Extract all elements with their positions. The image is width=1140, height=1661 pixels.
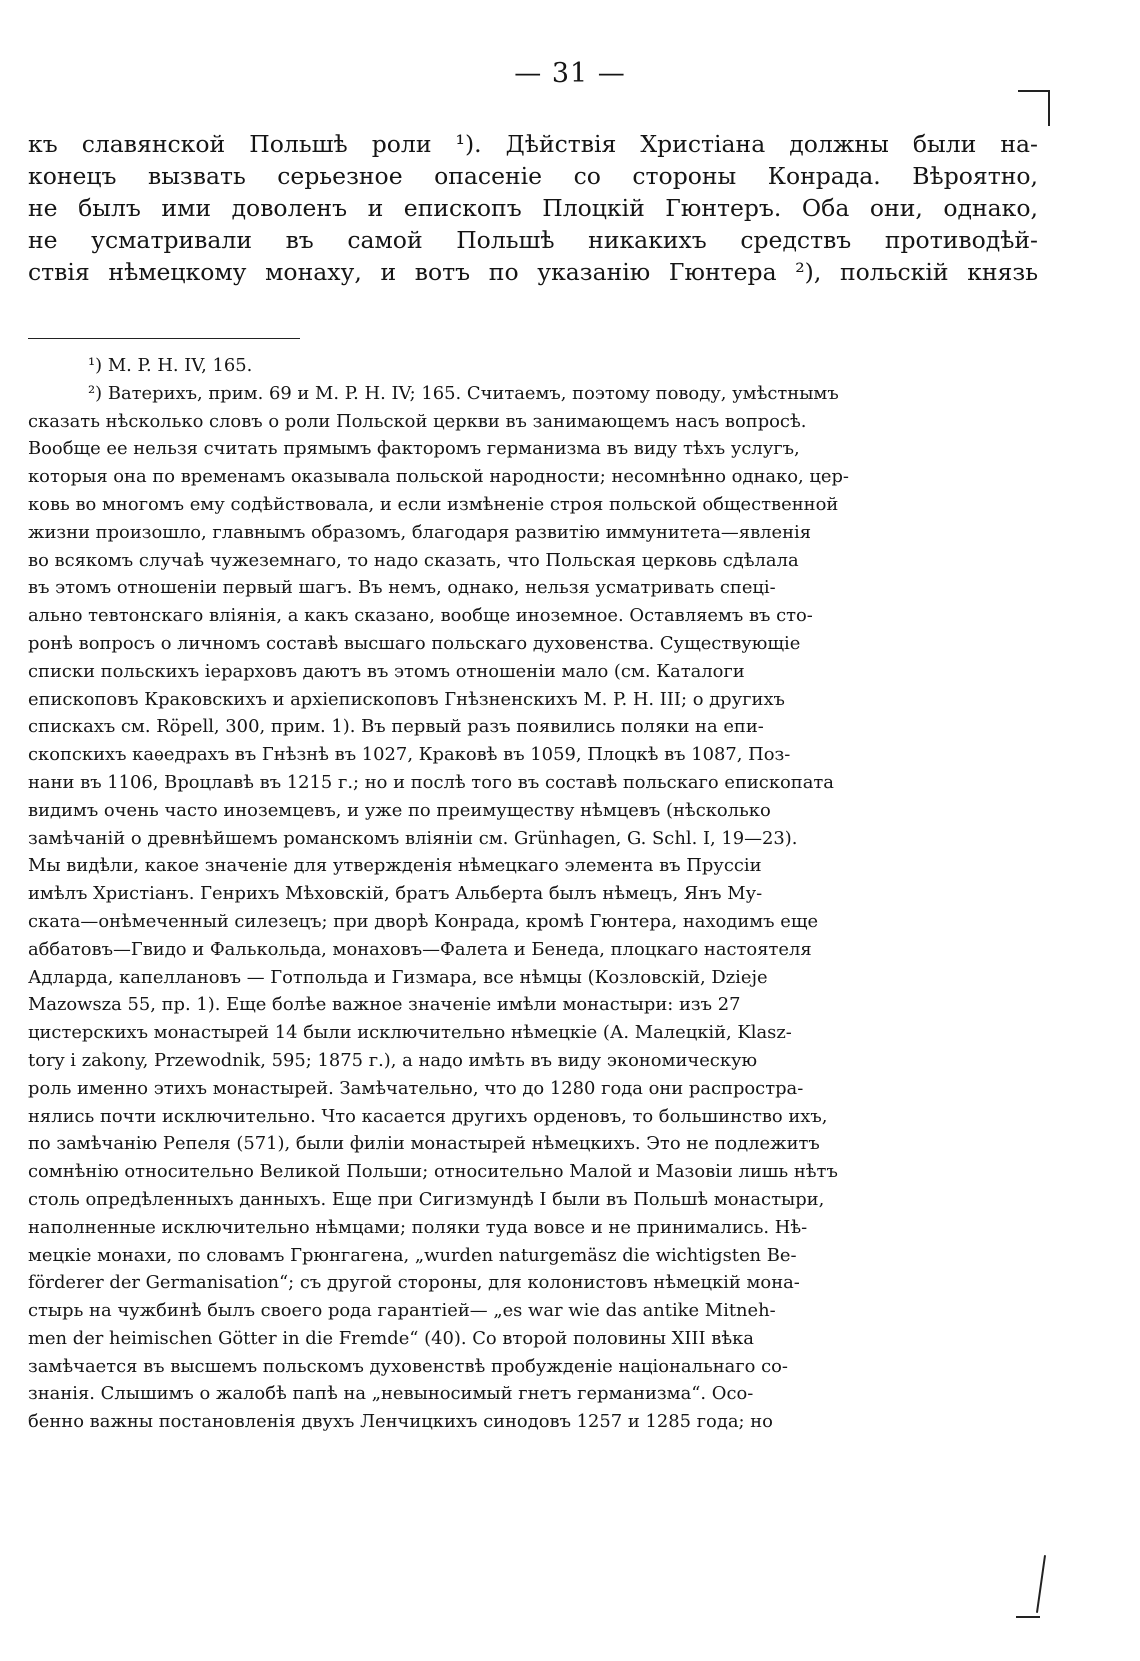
- footnote-2-line: во всякомъ случаѣ чужеземнаго, то надо сказать, что Польская церковь сдѣлала: [28, 549, 799, 571]
- footnote-2-line: въ этомъ отношеніи первый шагъ. Въ немъ, однако, нельзя усматривать спеці-: [28, 577, 776, 599]
- footnote-2-line: епископовъ Краковскихъ и архіепископовъ Гнѣзненскихъ М. P. H. III; о другихъ: [28, 688, 785, 710]
- footnote-2-line: столь опредѣленныхъ данныхъ. Еще при Сигизмундѣ I были въ Польшѣ монастыри,: [28, 1188, 825, 1210]
- main-text-line: не былъ ими доволенъ и епископъ Плоцкій Гюнтеръ. Оба они, однако,: [28, 194, 1038, 222]
- footnote-2-line: имѣлъ Христіанъ. Генрихъ Мѣховскій, братъ Альберта былъ нѣмецъ, Янъ Му-: [28, 883, 763, 905]
- main-text-line: ствія нѣмецкому монаху, и вотъ по указанію Гюнтера ²), польскій князь: [28, 258, 1038, 286]
- footnote-2-line: men der heimischen Götter in die Fremde“ (40). Со второй половины XIII вѣка: [28, 1327, 754, 1349]
- footnote-2-line: замѣчается въ высшемъ польскомъ духовенствѣ пробужденіе національнаго со-: [28, 1355, 788, 1377]
- footnote-2-line: Вообще ее нельзя считать прямымъ факторомъ германизма въ виду тѣхъ услугъ,: [28, 438, 800, 460]
- main-text: [28, 128, 1038, 288]
- footnote-2-line: замѣчаній о древнѣйшемъ романскомъ вліяніи см. Grünhagen, G. Schl. I, 19—23).: [28, 827, 798, 849]
- footnote-2-line: нани въ 1106, Вроцлавѣ въ 1215 г.; но и послѣ того въ составѣ польскаго епископата: [28, 771, 834, 793]
- footnote-2-line: ронѣ вопросъ о личномъ составѣ высшаго польскаго духовенства. Существующіе: [28, 632, 801, 654]
- corner-crop-mark: [1018, 90, 1050, 126]
- footnote-2-line: [28, 1436, 1038, 1464]
- footnote-2-line: видимъ очень часто иноземцевъ, и уже по преимуществу нѣмцевъ (нѣсколько: [28, 799, 771, 821]
- footnote-2-line: знанія. Слышимъ о жалобѣ папѣ на „невыносимый гнетъ германизма“. Осо-: [28, 1383, 754, 1405]
- footnote-2-line: списки польскихъ іерарховъ даютъ въ этомъ отношеніи мало (см. Каталоги: [28, 660, 745, 682]
- main-text-line: къ славянской Польшѣ роли ¹). Дѣйствія Христіана должны были на-: [28, 130, 1038, 158]
- main-text-line: не усматривали въ самой Польшѣ никакихъ средствъ противодѣй-: [28, 226, 1038, 254]
- footnote-2-line: наполненные исключительно нѣмцами; поляки туда вовсе и не принимались. Нѣ-: [28, 1216, 808, 1238]
- footnote-2-line: Мы видѣли, какое значеніе для утвержденія нѣмецкаго элемента въ Пруссіи: [28, 855, 762, 877]
- corner-crop-mark-bottom-base: [1016, 1610, 1040, 1618]
- footnote-2-line: цистерскихъ монастырей 14 были исключительно нѣмецкіе (А. Малецкій, Klasz-: [28, 1022, 792, 1044]
- footnote-2-line: скопскихъ каѳедрахъ въ Гнѣзнѣ въ 1027, Краковѣ въ 1059, Плоцкѣ въ 1087, Поз-: [28, 744, 791, 766]
- main-text-line: конецъ вызвать серьезное опасеніе со стороны Конрада. Вѣроятно,: [28, 162, 1038, 190]
- footnote-2-line: ската—онѣмеченный силезецъ; при дворѣ Конрада, кромѣ Гюнтера, находимъ еще: [28, 910, 819, 932]
- footnote-2-line: жизни произошло, главнымъ образомъ, благодаря развитію иммунитета—явленія: [28, 521, 812, 543]
- footnote-2-line: ковь во многомъ ему содѣйствовала, и если измѣненіе строя польской общественной: [28, 493, 839, 515]
- page-number: — 31 —: [514, 58, 626, 89]
- footnote-divider: [28, 338, 300, 339]
- corner-crop-mark-bottom: [1036, 1555, 1046, 1613]
- footnote-2-line: нялись почти исключительно. Что касается другихъ орденовъ, то большинство ихъ,: [28, 1105, 828, 1127]
- footnote-2-line: аббатовъ—Гвидо и Фалькольда, монаховъ—Фалета и Бенеда, плоцкаго настоятеля: [28, 938, 812, 960]
- footnotes: [28, 352, 1038, 1464]
- footnote-2-line: förderer der Germanisation“; съ другой стороны, для колонистовъ нѣмецкій мона-: [28, 1272, 800, 1294]
- footnote-1: ¹) М. P. H. IV, 165.: [88, 355, 253, 376]
- footnote-2-line: tory i zakony, Przewodnik, 595; 1875 г.), а надо имѣть въ виду экономическую: [28, 1049, 758, 1071]
- footnote-2-line: ²) Ватерихъ, прим. 69 и М. P. H. IV; 165. Считаемъ, поэтому поводу, умѣстнымъ: [88, 382, 839, 404]
- footnote-2-line: ально тевтонскаго вліянія, а какъ сказано, вообще иноземное. Оставляемъ въ сто-: [28, 605, 813, 627]
- footnote-2-line: Mazowsza 55, пр. 1). Еще болѣе важное значеніе имѣли монастыри: изъ 27: [28, 994, 741, 1016]
- footnote-2-line: которыя она по временамъ оказывала польской народности; несомнѣнно однако, цер-: [28, 466, 849, 488]
- footnote-2-line: роль именно этихъ монастырей. Замѣчательно, что до 1280 года они распростра-: [28, 1077, 804, 1099]
- footnote-2-line: сказать нѣсколько словъ о роли Польской церкви въ занимающемъ насъ вопросѣ.: [28, 410, 807, 432]
- footnote-2-line: бенно важны постановленія двухъ Ленчицкихъ синодовъ 1257 и 1285 года; но: [28, 1411, 773, 1433]
- footnote-2-line: сомнѣнію относительно Великой Польши; относительно Малой и Мазовіи лишь нѣтъ: [28, 1161, 838, 1183]
- footnote-2-line: спискахъ см. Röpell, 300, прим. 1). Въ первый разъ появились поляки на епи-: [28, 716, 764, 738]
- footnote-2-line: мецкіе монахи, по словамъ Грюнгагена, „wurden naturgemäsz die wichtigsten Be-: [28, 1244, 797, 1266]
- footnote-2-line: стырь на чужбинѣ былъ своего рода гарантіей— „es war wie das antike Mitneh-: [28, 1300, 776, 1322]
- footnote-2-line: по замѣчанію Репеля (571), были филіи монастырей нѣмецкихъ. Это не подлежитъ: [28, 1133, 820, 1155]
- footnote-2-line: Адларда, капеллановъ — Готпольда и Гизмара, все нѣмцы (Козловскій, Dzieje: [28, 966, 768, 988]
